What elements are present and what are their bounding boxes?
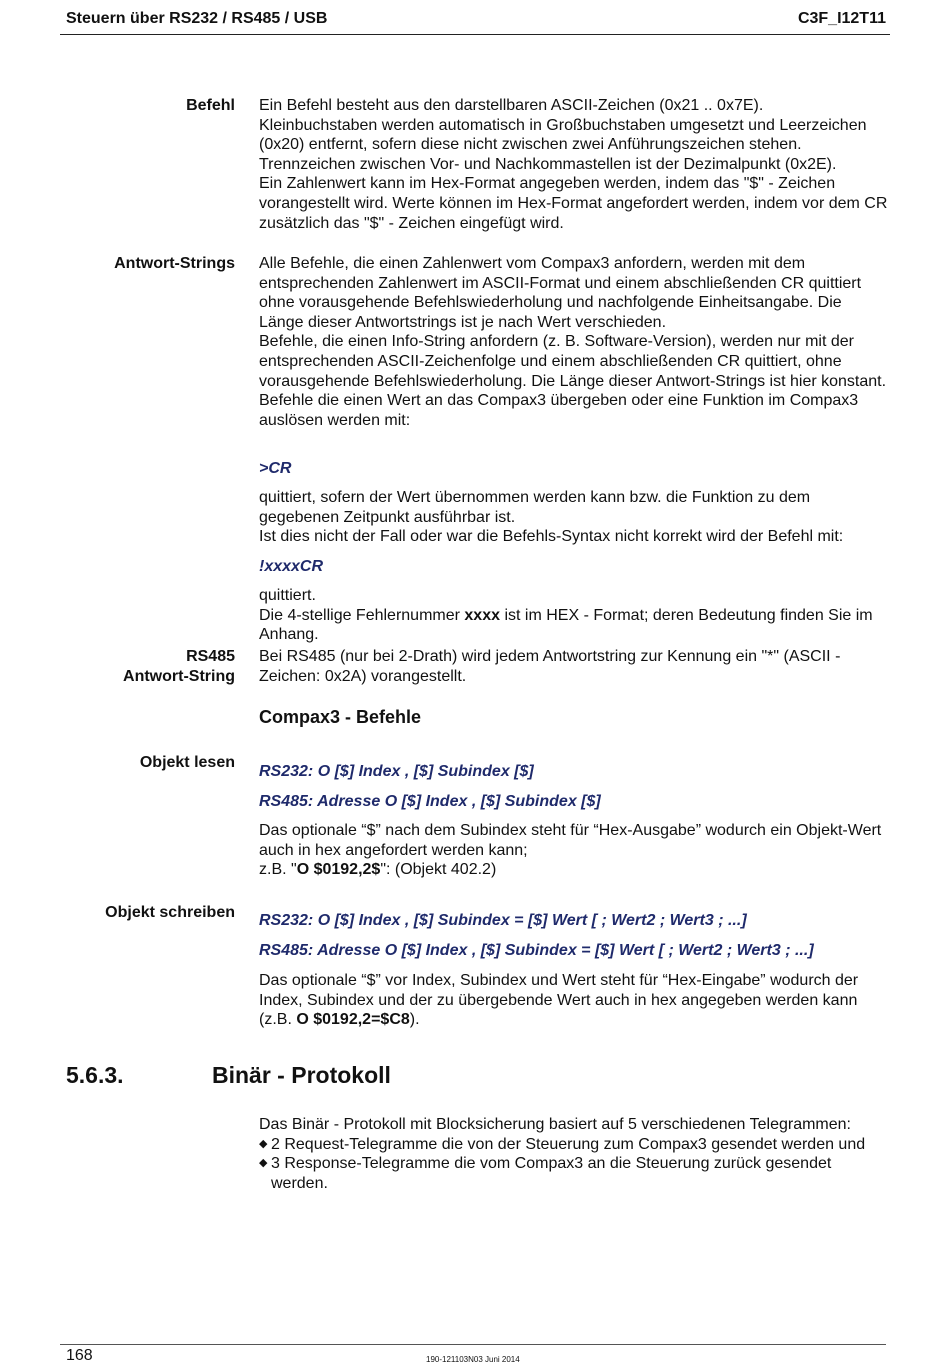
lesen-example-post: ": (Objekt 402.2) [380,861,497,879]
schreiben-text [259,971,889,1030]
label-rs485: RS485 [186,648,235,665]
section-title: Binär - Protokoll [212,1062,391,1088]
rs485-text: Bei RS485 (nur bei 2-Drath) wird jedem Antwortstring zur Kennung ein "*" (ASCII - Zeichen: 0x2A) vorangestellt. [259,648,841,685]
lesen-text: Das optionale “$” nach dem Subindex steht für “Hex-Ausgabe” wodurch ein Objekt-Wert auch in hex angefordert werden kann; [259,822,882,859]
header-right: C3F_I12T11 [797,10,886,27]
schreiben-text-post: ). [409,1011,420,1029]
error-text-post: ist im HEX - Format; deren Bedeutung finden Sie im Anhang. [259,606,873,644]
label-objekt-lesen: Objekt lesen [139,754,235,771]
lesen-cmd-rs232: RS232: O [$] Index , [$] Subindex [$] [259,763,534,780]
after-ok-para-2: Ist dies nicht der Fall oder war die Befehls-Syntax nicht korrekt wird der Befehl mit: [259,528,844,546]
bullet-text-2: 3 Response-Telegramme die vom Compax3 an die Steuerung zurück gesendet werden. [271,1155,832,1192]
after-ok-para-1: quittiert, sofern der Wert übernommen werden kann bzw. die Funktion zu dem gegebenen Zeitpunkt ausführbar ist. [259,489,811,526]
befehl-line-2: Kleinbuchstaben werden automatisch in Großbuchstaben umgesetzt und Leerzeichen (0x20) entfernt, sofern diese nicht zwischen zwei Anführungszeichen stehen. [259,116,867,154]
command-error: !xxxxCR [259,558,324,575]
schreiben-cmd-rs232: RS232: O [$] Index , [$] Subindex = [$] Wert [ ; Wert2 ; Wert3 ; ...] [259,912,747,929]
binaer-block [259,1115,889,1193]
lesen-example-bold: O $0192,2$ [296,861,381,879]
schreiben-cmd-rs485: RS485: Adresse O [$] Index , [$] Subindex = [$] Wert [ ; Wert2 ; Wert3 ; ...] [259,942,814,959]
befehl-line-4: Ein Zahlenwert kann im Hex-Format angegeben werden, indem das "$" - Zeichen vorangestellt wird. Werte können im Hex-Format angefordert werden, indem vor dem CR zusätzlich das "$" - Zeichen eingefügt wird. [259,175,888,232]
antwort-error-text [259,586,889,645]
header-rule [60,34,890,35]
antwort-para-3: Befehle die einen Wert an das Compax3 übergeben oder eine Funktion im Compax3 auslösen werden mit: [259,392,859,429]
antwort-para-1: Alle Befehle, die einen Zahlenwert vom Compax3 anfordern, werden mit dem entsprechenden Zahlenwert im ASCII-Format und einem abschließenden CR quittiert ohne vorausgehende Befehlswiederholung und nachfolgende Einheitsangabe. Die Länge dieser Antwortstrings ist je nach Wert verschieden. [259,255,862,331]
binaer-intro: Das Binär - Protokoll mit Blocksicherung basiert auf 5 verschiedenen Telegrammen: [259,1116,851,1133]
list-item [259,1135,889,1155]
list-item [259,1154,889,1193]
footer-doc-id: 190-121103N03 Juni 2014 [426,1355,520,1364]
lesen-example-pre: z.B. " [259,861,297,879]
header-left: Steuern über RS232 / RS485 / USB [66,10,328,27]
diamond-bullet-icon: ◆ [259,1137,268,1150]
antwort-after-ok [259,488,889,547]
command-ok-cr: >CR [259,460,292,477]
befehl-line-3: Trennzeichen zwischen Vor- und Nachkommastellen ist der Dezimalpunkt (0x2E). [259,155,837,173]
bullet-text-1: 2 Request-Telegramme die von der Steuerung zum Compax3 gesendet werden und [271,1135,866,1153]
quittiert-text: quittiert. [259,587,316,604]
befehl-line-1: Ein Befehl besteht aus den darstellbaren ASCII-Zeichen (0x21 .. 0x7E). [259,97,764,114]
lesen-example [259,860,889,880]
compax3-befehle-heading: Compax3 - Befehle [259,707,422,727]
error-text-pre: Die 4-stellige Fehlernummer [259,606,465,624]
schreiben-text-pre: Das optionale “$” vor Index, Subindex und Wert steht für “Hex-Eingabe” wodurch der Index, Subindex und der zu übergebende Wert auch in hex angegeben werden kann (z.B. [259,972,859,1029]
befehl-block [259,96,889,233]
diamond-bullet-icon: ◆ [259,1157,268,1170]
lesen-text-block [259,821,889,880]
label-befehl: Befehl [186,97,235,114]
label-antwort-string: Antwort-String [123,668,235,685]
error-text-bold: xxxx [464,606,500,624]
label-objekt-schreiben: Objekt schreiben [105,904,235,921]
antwort-para-2: Befehle, die einen Info-String anfordern (z. B. Software-Version), werden nur mit der entsprechenden ASCII-Zeichenfolge und einem abschließenden CR quittiert, ohne vorausgehende Befehlswiederholung. Die Länge dieser Antwort-Strings ist hier konstant. [259,333,887,390]
page-number: 168 [66,1347,93,1364]
lesen-cmd-rs485: RS485: Adresse O [$] Index , [$] Subindex [$] [259,793,601,810]
section-number: 5.6.3. [66,1062,124,1088]
schreiben-text-bold: O $0192,2=$C8 [296,1011,410,1029]
footer-rule [60,1344,886,1345]
error-number-text [259,606,889,645]
antwort-block [259,254,889,430]
label-antwort-strings: Antwort-Strings [114,255,235,272]
